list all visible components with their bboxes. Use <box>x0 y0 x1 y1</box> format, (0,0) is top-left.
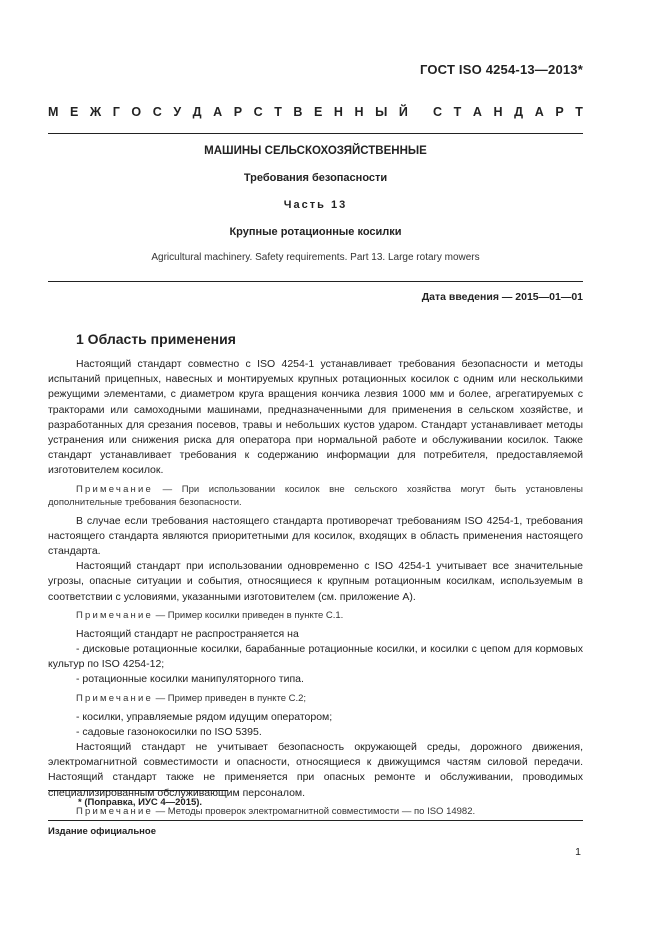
banner-letter: Г <box>112 105 120 119</box>
banner-letter: Ж <box>89 105 102 119</box>
note-label: Примечание <box>76 692 153 704</box>
banner-letter: Д <box>192 105 202 119</box>
list-item: - садовые газонокосилки по ISO 5395. <box>76 725 262 738</box>
banner-letter: В <box>293 105 303 119</box>
interstate-standard-banner <box>48 105 583 119</box>
standard-code: ГОСТ ISO 4254-13—2013* <box>419 62 583 77</box>
paragraph: В случае если требования настоящего стандарта противоречат требованиям ISO 4254-1, требования настоящего стандарта являются приоритетными для косилок, входящих в область применения настоящего стандарта. <box>48 514 583 558</box>
footnote: * (Поправка, ИУС 4—2015). <box>78 797 203 808</box>
banner-letter: О <box>131 105 142 119</box>
banner-letter: Т <box>453 105 462 119</box>
banner-letter: Й <box>398 105 408 119</box>
page-number: 1 <box>575 846 581 858</box>
banner-letter: Д <box>514 105 524 119</box>
note <box>48 692 583 705</box>
banner-letter: М <box>48 105 59 119</box>
list-item: - дисковые ротационные косилки, барабанные ротационные косилки, и косилки с цепом для кормовых культур по ISO 4254-12; <box>48 643 583 671</box>
note-label: Примечание <box>76 609 153 621</box>
document-requirements-title: Требования безопасности <box>243 172 388 184</box>
edition-label: Издание официальное <box>48 826 156 837</box>
banner-letter: Ы <box>375 105 388 119</box>
introduction-date: Дата введения — 2015—01—01 <box>421 291 583 303</box>
banner-letter: Р <box>555 105 564 119</box>
note-text: — Пример приведен в пункте С.2; <box>153 692 307 704</box>
banner-letter: Е <box>69 105 79 119</box>
banner-word-interstate <box>48 105 408 119</box>
paragraph: Настоящий стандарт не распространяется на <box>76 627 299 640</box>
banner-letter: Р <box>233 105 243 119</box>
middle-divider <box>48 281 583 282</box>
note-label: Примечание <box>76 483 153 495</box>
document-part-title: Часть 13 <box>283 199 348 211</box>
list-item: - косилки, управляемые рядом идущим оператором; <box>76 710 333 723</box>
banner-letter: Н <box>493 105 503 119</box>
banner-letter: Н <box>354 105 364 119</box>
document-title: МАШИНЫ СЕЛЬСКОХОЗЯЙСТВЕННЫЕ <box>204 145 427 157</box>
paragraph: Настоящий стандарт не учитывает безопасность окружающей среды, дорожного движения, электромагнитной совместимости и опасности, относящиеся к движущимся частям силовой передачи. Настоящий стандарт также не применяется при опасных ремонте и обслуживании, проводимых специализированным обслуживающим персоналом. <box>48 741 583 799</box>
banner-letter: Е <box>314 105 323 119</box>
list-item: - ротационные косилки манипуляторного типа. <box>76 673 304 686</box>
banner-letter: С <box>433 105 443 119</box>
banner-letter: Н <box>333 105 343 119</box>
banner-letter: А <box>213 105 223 119</box>
document-subtitle: Крупные ротационные косилки <box>229 226 402 238</box>
paragraph: Настоящий стандарт совместно с ISO 4254-1 устанавливает требования безопасности и методы испытаний прицепных, навесных и монтируемых крупных ротационных косилок с одним или несколькими режущими элементами, с диаметром круга вращения кончика лезвия 1000 мм и более, агрегатируемых с тракторами или самоходными машинами, предназначенными для применения в сельском хозяйстве, и разработанных для срезания посевов, травы и небольших кустов ударом. Стандарт устанавливает методы устранения или снижения риска для оператора при нормальной работе и обслуживании косилок. Также стандарт устанавливает требования к содержанию информации для потребителя, предоставляемой изготовителем косилок. <box>48 358 583 477</box>
banner-letter: С <box>253 105 263 119</box>
section-body <box>48 357 583 823</box>
english-title: Agricultural machinery. Safety requirements. Part 13. Large rotary mowers <box>151 252 480 263</box>
note-text: — Методы проверок электромагнитной совместимости — по ISO 14982. <box>153 805 476 817</box>
banner-letter: С <box>152 105 162 119</box>
banner-letter: У <box>173 105 182 119</box>
banner-word-standard <box>433 105 583 119</box>
section-title: 1 Область применения <box>76 331 236 347</box>
banner-letter: Т <box>575 105 583 119</box>
paragraph: Настоящий стандарт при использовании одновременно с ISO 4254-1 учитывает все значительные угрозы, опасные ситуации и события, относящиеся к крупным ротационным косилкам, используемым в соответствии с условиями, указанными изготовителем (см. приложение А). <box>48 560 583 603</box>
note-label: Примечание <box>76 805 153 817</box>
footnote-divider <box>48 790 228 791</box>
note-text: — Пример косилки приведен в пункте С.1. <box>153 609 344 621</box>
banner-letter: А <box>534 105 544 119</box>
bottom-divider <box>48 820 583 821</box>
banner-letter: Т <box>274 105 282 119</box>
top-divider <box>48 133 583 134</box>
banner-letter: А <box>472 105 482 119</box>
note <box>48 483 583 509</box>
note-text: — При использовании косилок вне сельского хозяйства могут быть установлены дополнительные требования безопасности. <box>48 483 583 508</box>
note <box>48 609 583 622</box>
